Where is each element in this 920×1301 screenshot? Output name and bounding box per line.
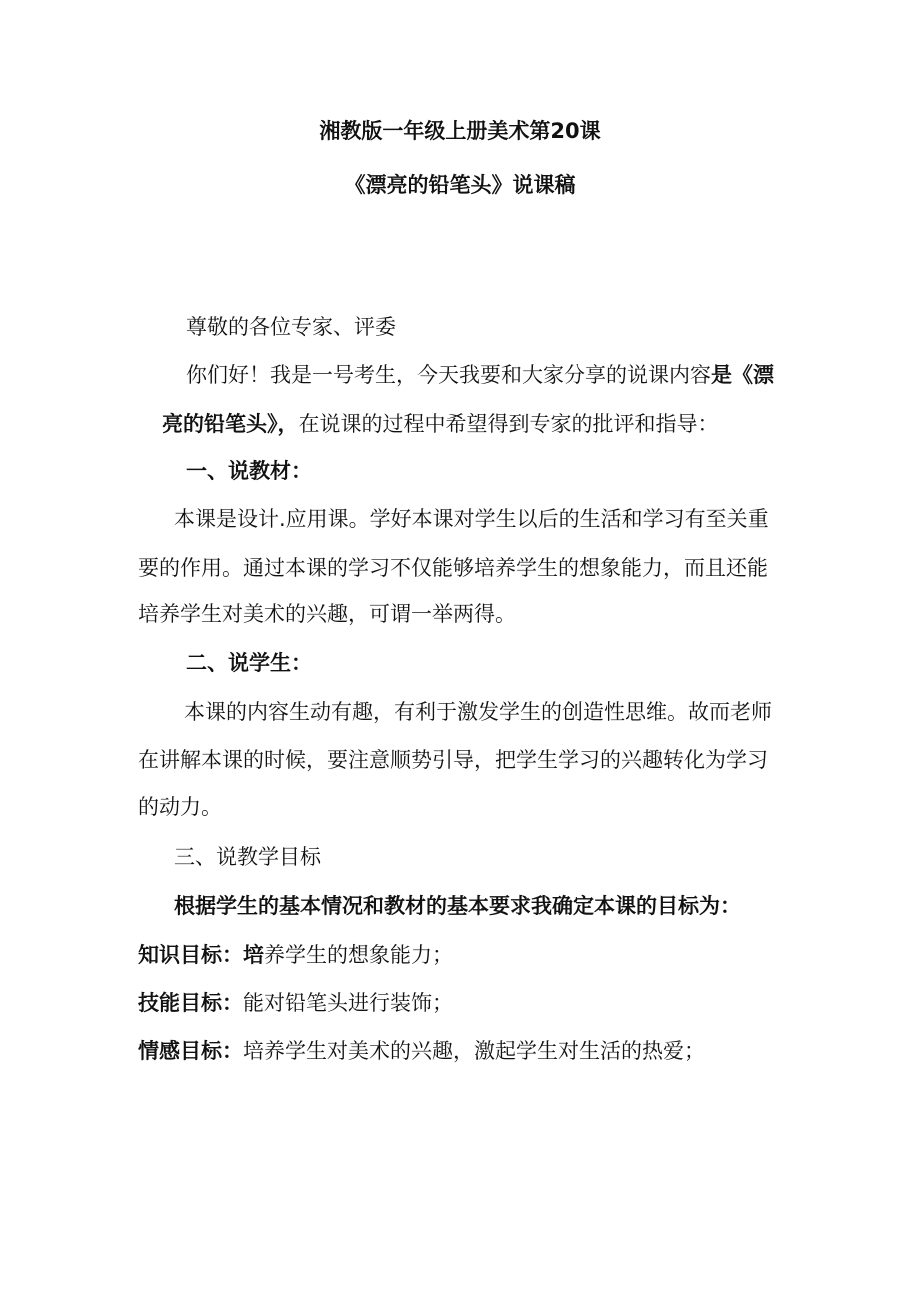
title-line-1: 湘教版一年级上册美术第20课 — [319, 119, 601, 143]
goal-emotion-text: 培养学生对美术的兴趣，激起学生对生活的热爱； — [243, 1039, 705, 1063]
section2-line-3: 的动力。 — [138, 795, 222, 819]
section1-heading: 一、说教材： — [186, 459, 312, 483]
section1-line-2: 要的作用。通过本课的学习不仅能够培养学生的想象能力，而且还能 — [138, 556, 768, 580]
goal-skill-label: 技能目标： — [138, 991, 243, 1015]
section2-line-2: 在讲解本课的时候，要注意顺势引导，把学生学习的兴趣转化为学习 — [138, 748, 768, 772]
intro-lesson-name: 亮的铅笔头》， — [162, 412, 299, 436]
section3-heading: 三、说教学目标 — [174, 845, 321, 869]
section1-line-3: 培养学生对美术的兴趣，可谓一举两得。 — [138, 602, 516, 626]
goal-knowledge-label: 知识目标：培 — [138, 943, 264, 967]
intro-emphasis: 是《漂 — [711, 363, 774, 387]
greeting: 尊敬的各位专家、评委 — [186, 315, 396, 339]
title-line-2: 《漂亮的铅笔头》说课稿 — [344, 173, 576, 197]
section2-line-1: 本课的内容生动有趣，有利于激发学生的创造性思维。故而老师 — [184, 700, 772, 724]
intro-line-2 — [162, 409, 719, 439]
goal-knowledge-text: 养学生的想象能力； — [264, 943, 453, 967]
intro-text-2: 在说课的过程中希望得到专家的批评和指导： — [298, 412, 719, 436]
goal-emotion-label: 情感目标： — [138, 1039, 243, 1063]
section3-intro: 根据学生的基本情况和教材的基本要求我确定本课的目标为： — [174, 894, 741, 918]
section1-line-1: 本课是设计.应用课。学好本课对学生以后的生活和学习有至关重 — [174, 507, 769, 531]
section2-heading: 二、说学生： — [186, 651, 312, 675]
goal-knowledge — [138, 940, 453, 970]
intro-line-1 — [186, 360, 774, 390]
goal-skill-text: 能对铅笔头进行装饰； — [243, 991, 453, 1015]
goal-skill — [138, 988, 453, 1018]
goal-emotion — [138, 1036, 705, 1066]
intro-text: 你们好！我是一号考生，今天我要和大家分享的说课内容 — [186, 363, 711, 387]
